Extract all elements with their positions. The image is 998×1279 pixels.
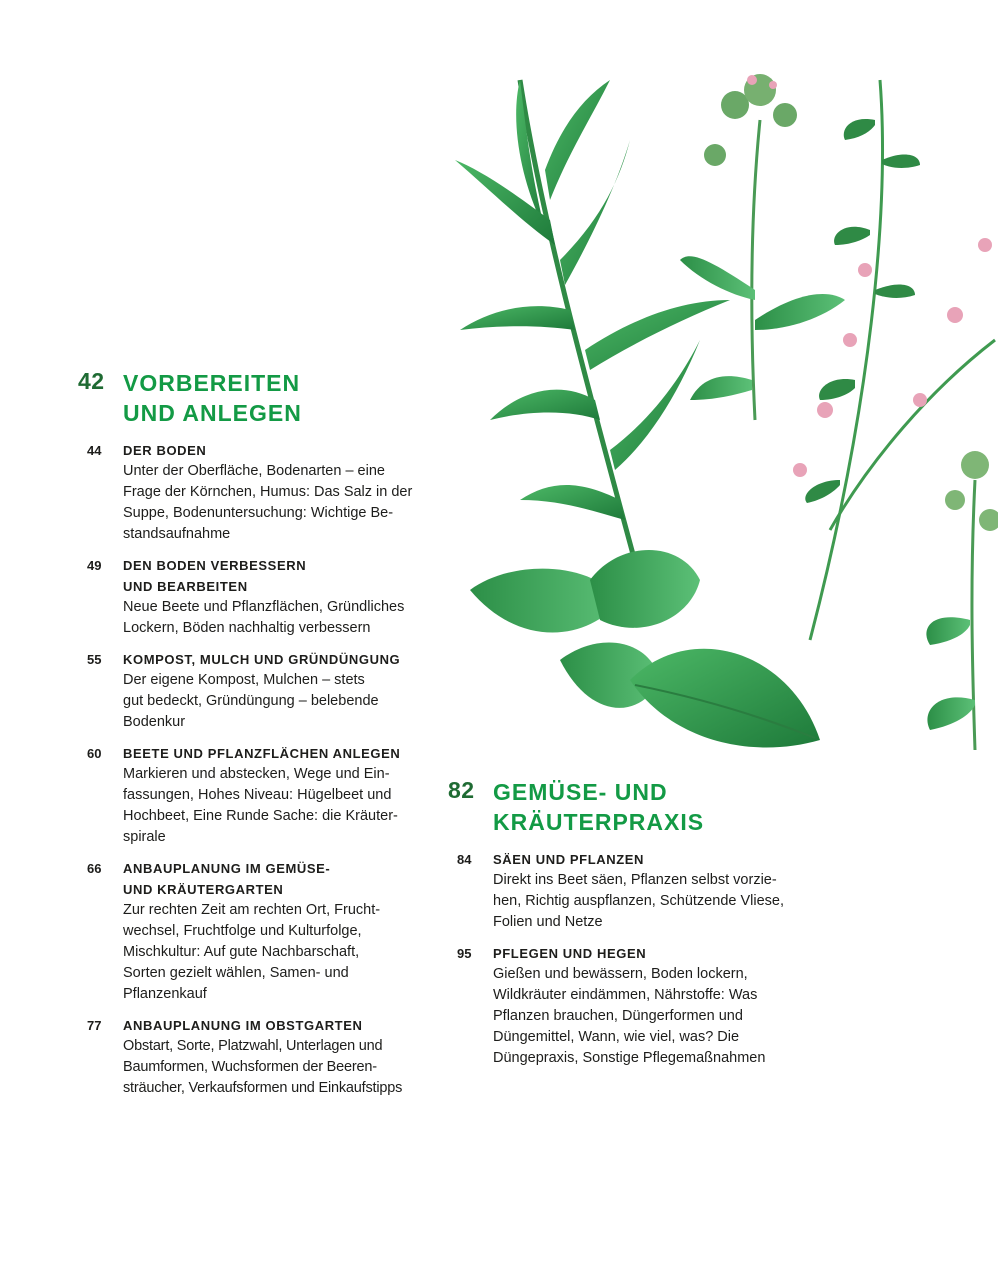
section-title: VORBEREITEN UND ANLEGEN bbox=[123, 370, 302, 426]
basil-leaves bbox=[470, 550, 820, 748]
entry-page-number: 55 bbox=[87, 652, 102, 667]
oregano-sprig bbox=[680, 74, 845, 420]
entry-title: SÄEN UND PFLANZEN bbox=[493, 852, 645, 867]
toc-section-vorbereiten bbox=[78, 368, 438, 1099]
entry-description: Der eigene Kompost, Mulchen – stets gut bedeckt, Gründüngung – belebende Bodenkur bbox=[123, 672, 379, 730]
section-title: GEMÜSE- UND KRÄUTERPRAXIS bbox=[493, 779, 705, 835]
entry-description: Direkt ins Beet säen, Pflanzen selbst vorzie- hen, Richtig auspflanzen, Schützende Vliese, Folien und Netze bbox=[493, 872, 784, 930]
entry-page-number: 60 bbox=[87, 746, 102, 761]
toc-entry[interactable] bbox=[448, 849, 808, 933]
section-page-number: 42 bbox=[78, 368, 105, 394]
entry-page-number: 95 bbox=[457, 946, 472, 961]
entry-title: KOMPOST, MULCH UND GRÜNDÜNGUNG bbox=[123, 652, 401, 667]
entry-description: Gießen und bewässern, Boden lockern, Wildkräuter eindämmen, Nährstoffe: Was Pflanzen brauchen, Düngerformen und Düngemittel, Wann, wie viel, was? Die Düngepraxis, Sonstige Pflegemaßnahmen bbox=[493, 966, 766, 1066]
entry-title: ANBAUPLANUNG IM OBSTGARTEN bbox=[123, 1018, 363, 1033]
tarragon-sprig bbox=[455, 80, 730, 580]
herb-illustration bbox=[450, 60, 998, 760]
section-heading bbox=[78, 368, 438, 432]
entry-description: Markieren und abstecken, Wege und Ein- fassungen, Hohes Niveau: Hügelbeet und Hochbeet, Eine Runde Sache: die Kräuter- spirale bbox=[123, 766, 398, 845]
entry-title: DER BODEN bbox=[123, 443, 207, 458]
entry-page-number: 77 bbox=[87, 1018, 102, 1033]
toc-entry[interactable] bbox=[78, 555, 438, 639]
entry-title: PFLEGEN UND HEGEN bbox=[493, 946, 647, 961]
savory-sprig bbox=[793, 80, 995, 640]
marjoram-sprig bbox=[926, 451, 998, 750]
entry-description: Obstart, Sorte, Platzwahl, Unterlagen und Baumformen, Wuchsformen der Beeren- sträucher, Verkaufsformen und Einkaufstipps bbox=[123, 1038, 403, 1096]
entry-page-number: 84 bbox=[457, 852, 472, 867]
entry-page-number: 49 bbox=[87, 558, 102, 573]
toc-entry[interactable] bbox=[78, 743, 438, 848]
toc-section-gemuese bbox=[448, 777, 808, 1069]
entry-description: Zur rechten Zeit am rechten Ort, Frucht- wechsel, Fruchtfolge und Kulturfolge, Mischkultur: Auf gute Nachbarschaft, Sorten gezielt wählen, Samen- und Pflanzenkauf bbox=[123, 902, 381, 1002]
toc-entry[interactable] bbox=[78, 649, 438, 733]
entry-page-number: 66 bbox=[87, 861, 102, 876]
entry-title: DEN BODEN VERBESSERN UND BEARBEITEN bbox=[123, 558, 307, 594]
entry-title: ANBAUPLANUNG IM GEMÜSE- UND KRÄUTERGARTEN bbox=[123, 861, 331, 897]
section-page-number: 82 bbox=[448, 777, 475, 803]
toc-entry[interactable] bbox=[78, 1015, 438, 1099]
entry-page-number: 44 bbox=[87, 443, 102, 458]
entry-title: BEETE UND PFLANZFLÄCHEN ANLEGEN bbox=[123, 746, 401, 761]
entry-description: Neue Beete und Pflanzflächen, Gründliches Lockern, Böden nachhaltig verbessern bbox=[123, 599, 405, 636]
entry-description: Unter der Oberfläche, Bodenarten – eine Frage der Körnchen, Humus: Das Salz in der Suppe, Bodenuntersuchung: Wichtige Be- standsaufnahme bbox=[123, 463, 413, 542]
toc-entry[interactable] bbox=[78, 440, 438, 545]
toc-entry[interactable] bbox=[448, 943, 808, 1069]
toc-entry[interactable] bbox=[78, 858, 438, 1005]
section-heading bbox=[448, 777, 808, 841]
